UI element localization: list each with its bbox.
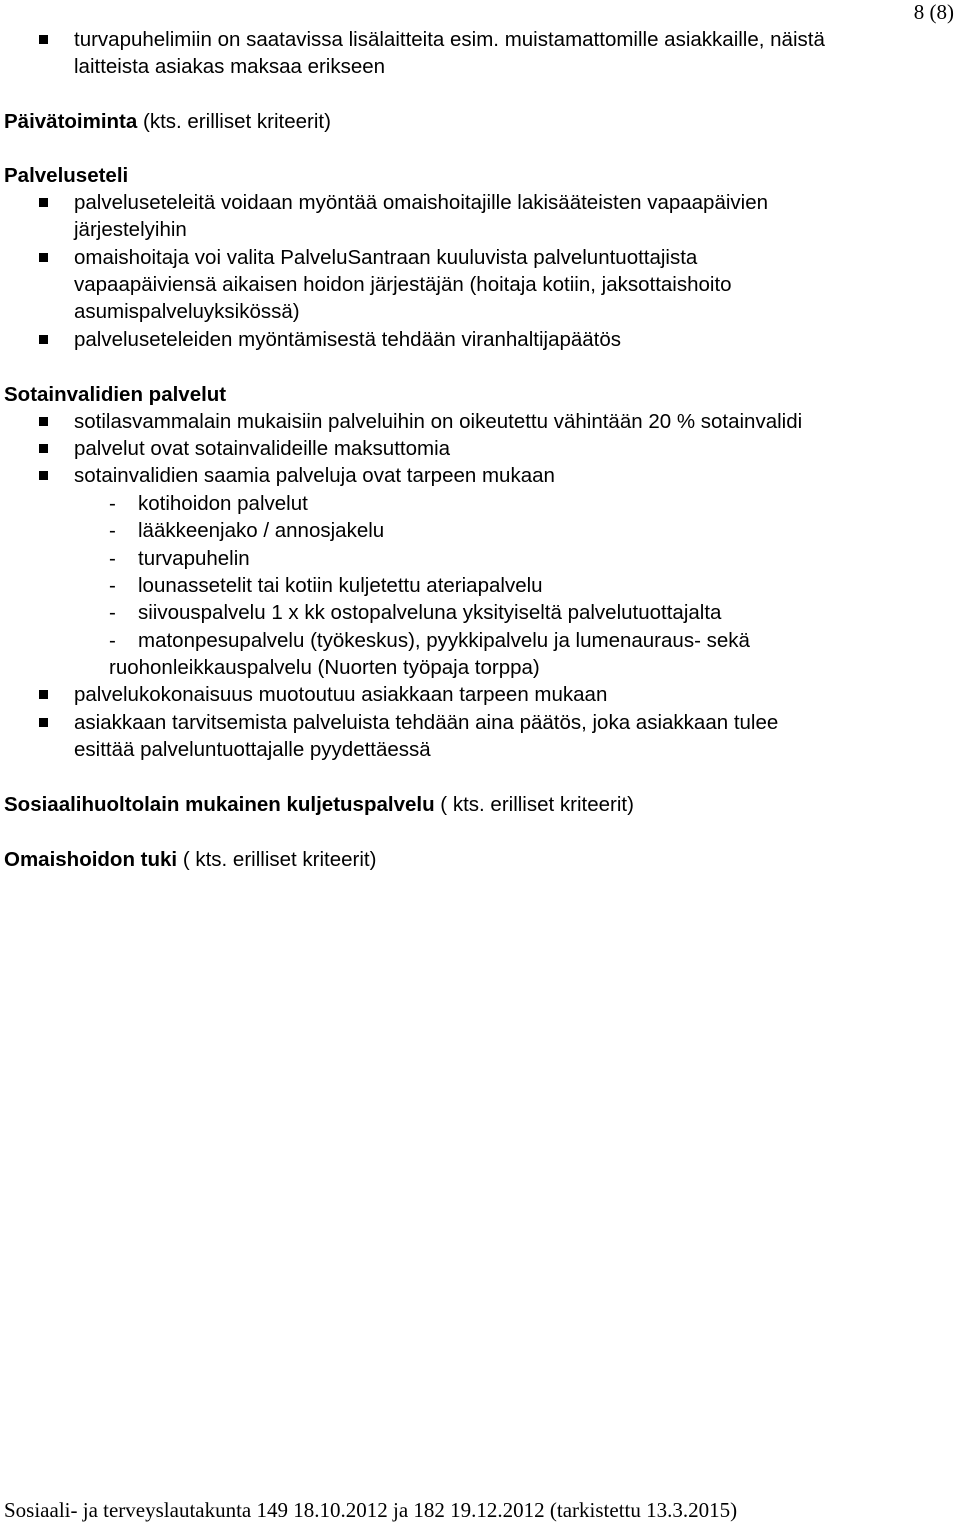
sotainvalidit-bullet: palvelut ovat sotainvalideille maksuttomia xyxy=(74,437,451,460)
palveluseteli-line: asumispalveluyksikössä) xyxy=(74,300,300,323)
footer: Sosiaali- ja terveyslautakunta 149 18.10.2012 ja 182 19.12.2012 (tarkistettu 13.3.2015) xyxy=(4,1498,738,1522)
sotainvalidit-heading: Sotainvalidien palvelut xyxy=(4,383,227,406)
sotainvalidit-subitem: kotihoidon palvelut xyxy=(138,492,308,515)
intro-line-2: laitteista asiakas maksaa erikseen xyxy=(74,55,386,78)
palveluseteli-heading: Palveluseteli xyxy=(4,164,129,187)
bullet-icon xyxy=(39,444,48,453)
sotainvalidit-bullet: asiakkaan tarvitsemista palveluista tehdään aina päätös, joka asiakkaan tulee xyxy=(74,711,779,734)
intro-line-1: turvapuhelimiin on saatavissa lisälaitteita esim. muistamattomille asiakkaille, näistä xyxy=(74,28,825,51)
bullet-icon xyxy=(39,335,48,344)
palveluseteli-line: järjestelyihin xyxy=(74,218,187,241)
dash-marker: - xyxy=(109,547,116,570)
bullet-icon xyxy=(39,417,48,426)
bullet-icon xyxy=(39,471,48,480)
sotainvalidit-bullet: esittää palveluntuottajalle pyydettäessä xyxy=(74,738,431,761)
sotainvalidit-subitem: lääkkeenjako / annosjakelu xyxy=(138,519,385,542)
dash-marker: - xyxy=(109,574,116,597)
bullet-icon xyxy=(39,253,48,262)
dash-marker: - xyxy=(109,492,116,515)
bullet-icon xyxy=(39,718,48,727)
bullet-icon xyxy=(39,690,48,699)
sotainvalidit-bullet: sotainvalidien saamia palveluja ovat tarpeen mukaan xyxy=(74,464,555,487)
palveluseteli-line: omaishoitaja voi valita PalveluSantraan kuuluvista palveluntuottajista xyxy=(74,246,698,269)
sotainvalidit-bullet: palvelukokonaisuus muotoutuu asiakkaan tarpeen mukaan xyxy=(74,683,608,706)
sotainvalidit-subitem: matonpesupalvelu (työkeskus), pyykkipalvelu ja lumenauraus- sekä xyxy=(138,629,750,652)
palveluseteli-line: palveluseteleiden myöntämisestä tehdään viranhaltijapäätös xyxy=(74,328,622,351)
omaishoidon-tuki-heading: Omaishoidon tuki ( kts. erilliset kriteerit) xyxy=(4,848,377,871)
page-number: 8 (8) xyxy=(913,0,954,24)
sotainvalidit-subitem: lounassetelit tai kotiin kuljetettu ateriapalvelu xyxy=(138,574,543,597)
sotainvalidit-bullet: sotilasvammalain mukaisiin palveluihin on oikeutettu vähintään 20 % sotainvalidi xyxy=(74,410,803,433)
paivatoiminta-heading: Päivätoiminta (kts. erilliset kriteerit) xyxy=(4,110,331,133)
dash-marker: - xyxy=(109,519,116,542)
kuljetuspalvelu-heading: Sosiaalihuoltolain mukainen kuljetuspalvelu ( kts. erilliset kriteerit) xyxy=(4,793,634,816)
sotainvalidit-subitem: ruohonleikkauspalvelu (Nuorten työpaja torppa) xyxy=(109,656,540,679)
bullet-icon xyxy=(39,35,48,44)
bullet-icon xyxy=(39,198,48,207)
palveluseteli-line: palveluseteleitä voidaan myöntää omaishoitajille lakisääteisten vapaapäivien xyxy=(74,191,769,214)
dash-marker: - xyxy=(109,601,116,624)
sotainvalidit-subitem: siivouspalvelu 1 x kk ostopalveluna yksityiseltä palvelutuottajalta xyxy=(138,601,722,624)
palveluseteli-line: vapaapäiviensä aikaisen hoidon järjestäjän (hoitaja kotiin, jaksottaishoito xyxy=(74,273,732,296)
sotainvalidit-subitem: turvapuhelin xyxy=(138,547,250,570)
dash-marker: - xyxy=(109,629,116,652)
